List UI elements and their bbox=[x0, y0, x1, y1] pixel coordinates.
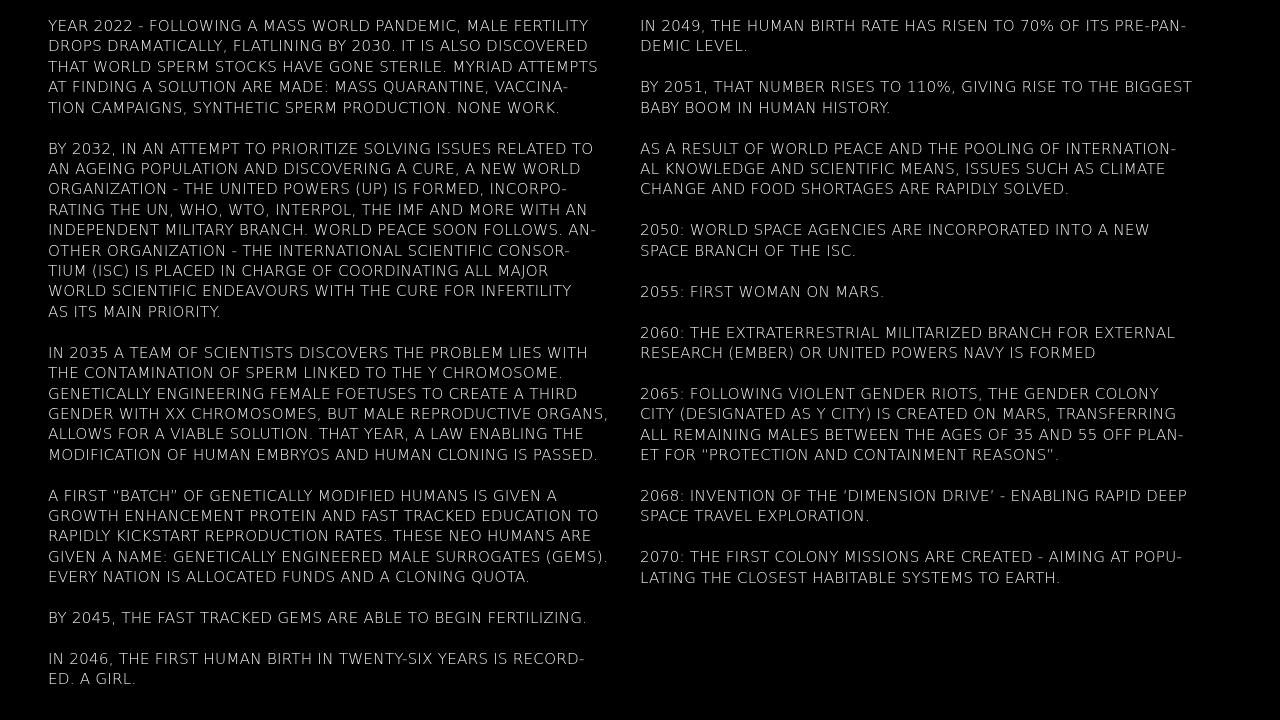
paragraph-2065-y-city: 2065: FOLLOWING VIOLENT GENDER RIOTS, THE GENDER COLONY CITY (DESIGNATED AS Y CITY) IS CREATED ON MARS, TRANSFERRING ALL REMAINING MALES BETWEEN THE AGES OF 35 AND 55 OFF PLAN- ET FOR “PROTECTION AND CONTAINMENT REASONS”. bbox=[640, 384, 1184, 465]
paragraph-2045-fertilizing: BY 2045, THE FAST TRACKED GEMS ARE ABLE TO BEGIN FERTILIZING. bbox=[48, 609, 588, 628]
paragraph-2050-space-agencies: 2050: WORLD SPACE AGENCIES ARE INCORPORATED INTO A NEW SPACE BRANCH OF THE ISC. bbox=[640, 221, 1150, 260]
paragraph-2022-pandemic: YEAR 2022 - FOLLOWING A MASS WORLD PANDEMIC, MALE FERTILITY DROPS DRAMATICALLY, FLATLINING BY 2030. IT IS ALSO DISCOVERED THAT WORLD SPERM STOCKS HAVE GONE STERILE. MYRIAD ATTEMPTS AT FINDING A SOLUTION ARE MADE: MASS QUARANTINE, VACCINA- TION CAMPAIGNS, SYNTHETIC SPERM PRODUCTION. NONE WORK. bbox=[48, 17, 598, 117]
paragraph-2046-first-birth: IN 2046, THE FIRST HUMAN BIRTH IN TWENTY-SIX YEARS IS RECORD- ED. A GIRL. bbox=[48, 650, 585, 689]
paragraph-2051-baby-boom: BY 2051, THAT NUMBER RISES TO 110%, GIVING RISE TO THE BIGGEST BABY BOOM IN HUMAN HISTORY. bbox=[640, 78, 1193, 117]
paragraph-2070-colony-missions: 2070: THE FIRST COLONY MISSIONS ARE CREATED - AIMING AT POPU- LATING THE CLOSEST HABITABLE SYSTEMS TO EARTH. bbox=[640, 548, 1183, 587]
paragraph-2049-birth-rate: IN 2049, THE HUMAN BIRTH RATE HAS RISEN TO 70% OF ITS PRE-PAN- DEMIC LEVEL. bbox=[640, 17, 1187, 56]
right-text-column bbox=[640, 16, 1220, 609]
paragraph-2035-discovery: IN 2035 A TEAM OF SCIENTISTS DISCOVERS THE PROBLEM LIES WITH THE CONTAMINATION OF SPERM LINKED TO THE Y CHROMOSOME. GENETICALLY ENGINEERING FEMALE FOETUSES TO CREATE A THIRD GENDER WITH XX CHROMOSOMES, BUT MALE REPRODUCTIVE ORGANS, ALLOWS FOR A VIABLE SOLUTION. THAT YEAR, A LAW ENABLING THE MODIFICATION OF HUMAN EMBRYOS AND HUMAN CLONING IS PASSED. bbox=[48, 343, 609, 464]
paragraph-2032-united-powers: BY 2032, IN AN ATTEMPT TO PRIORITIZE SOLVING ISSUES RELATED TO AN AGEING POPULATION AND DISCOVERING A CURE, A NEW WORLD ORGANIZATION - THE UNITED POWERS (UP) IS FORMED, INCORPO- RATING THE UN, WHO, WTO, INTERPOL, THE IMF AND MORE WITH AN INDEPENDENT MILITARY BRANCH. WORLD PEACE SOON FOLLOWS. AN- OTHER ORGANIZATION - THE INTERNATIONAL SCIENTIFIC CONSOR- TIUM (ISC) IS PLACED IN CHARGE OF COORDINATING ALL MAJOR WORLD SCIENTIFIC ENDEAVOURS WITH THE CURE FOR INFERTILITY AS ITS MAIN PRIORITY. bbox=[48, 139, 597, 321]
left-text-column bbox=[48, 16, 628, 710]
paragraph-2055-mars: 2055: FIRST WOMAN ON MARS. bbox=[640, 282, 885, 301]
paragraph-first-batch-gems: A FIRST “BATCH” OF GENETICALLY MODIFIED HUMANS IS GIVEN A GROWTH ENHANCEMENT PROTEIN AND FAST TRACKED EDUCATION TO RAPIDLY KICKSTART REPRODUCTION RATES. THESE NEO HUMANS ARE GIVEN A NAME: GENETICALLY ENGINEERED MALE SURROGATES (GEMS). EVERY NATION IS ALLOCATED FUNDS AND A CLONING QUOTA. bbox=[48, 486, 608, 587]
paragraph-2060-ember: 2060: THE EXTRATERRESTRIAL MILITARIZED BRANCH FOR EXTERNAL RESEARCH (EMBER) OR UNITED POWERS NAVY IS FORMED bbox=[640, 323, 1176, 362]
paragraph-world-peace: AS A RESULT OF WORLD PEACE AND THE POOLING OF INTERNATION- AL KNOWLEDGE AND SCIENTIFIC MEANS, ISSUES SUCH AS CLIMATE CHANGE AND FOOD SHORTAGES ARE RAPIDLY SOLVED. bbox=[640, 139, 1177, 199]
paragraph-2068-dimension-drive: 2068: INVENTION OF THE ‘DIMENSION DRIVE’ - ENABLING RAPID DEEP SPACE TRAVEL EXPLORATION. bbox=[640, 487, 1187, 526]
